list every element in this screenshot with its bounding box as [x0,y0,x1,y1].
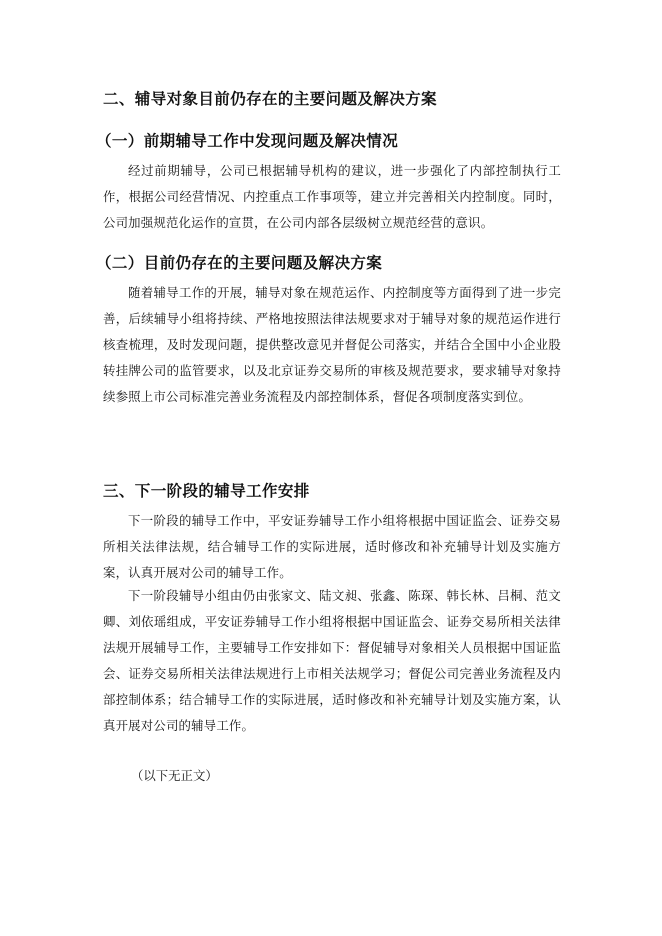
section-3-paragraph-2: 下一阶段辅导小组由仍由张家文、陆文昶、张鑫、陈琛、韩长林、吕桐、范文卿、刘依瑶组成，平安证券辅导工作小组将根据中国证监会、证券交易所相关法律法规开展辅导工作，主要辅导工作安排如下：督促辅导对象相关人员根据中国证监会、证券交易所相关法律法规进行上市相关法规学习；督促公司完善业务流程及内部控制体系；结合辅导工作的实际进展，适时修改和补充辅导计划及实施方案，认真开展对公司的辅导工作。 [103,588,561,733]
end-of-text-note: （以下无正文） [131,768,218,783]
section-2-heading: 二、辅导对象目前仍存在的主要问题及解决方案 [103,90,437,108]
subsection-1-paragraph: 经过前期辅导，公司已根据辅导机构的建议，进一步强化了内部控制执行工作，根据公司经营情况、内控重点工作事项等，建立并完善相关内控制度。同时，公司加强规范化运作的宣贯，在公司内部各层级树立规范经营的意识。 [103,163,561,230]
section-3-paragraph-1: 下一阶段的辅导工作中，平安证券辅导工作小组将根据中国证监会、证券交易所相关法律法规，结合辅导工作的实际进展，适时修改和补充辅导计划及实施方案，认真开展对公司的辅导工作。 [103,513,561,580]
subsection-2-paragraph: 随着辅导工作的开展，辅导对象在规范运作、内控制度等方面得到了进一步完善，后续辅导小组将持续、严格地按照法律法规要求对于辅导对象的规范运作进行核查梳理，及时发现问题，提供整改意见并督促公司落实，并结合全国中小企业股转挂牌公司的监管要求，以及北京证券交易所的审核及规范要求，要求辅导对象持续参照上市公司标准完善业务流程及内部控制体系，督促各项制度落实到位。 [103,285,561,404]
section-3-heading: 三、下一阶段的辅导工作安排 [103,482,310,500]
subsection-1-heading: （一）前期辅导工作中发现问题及解决情况 [96,132,399,150]
subsection-2-heading: （二）目前仍存在的主要问题及解决方案 [96,254,383,272]
